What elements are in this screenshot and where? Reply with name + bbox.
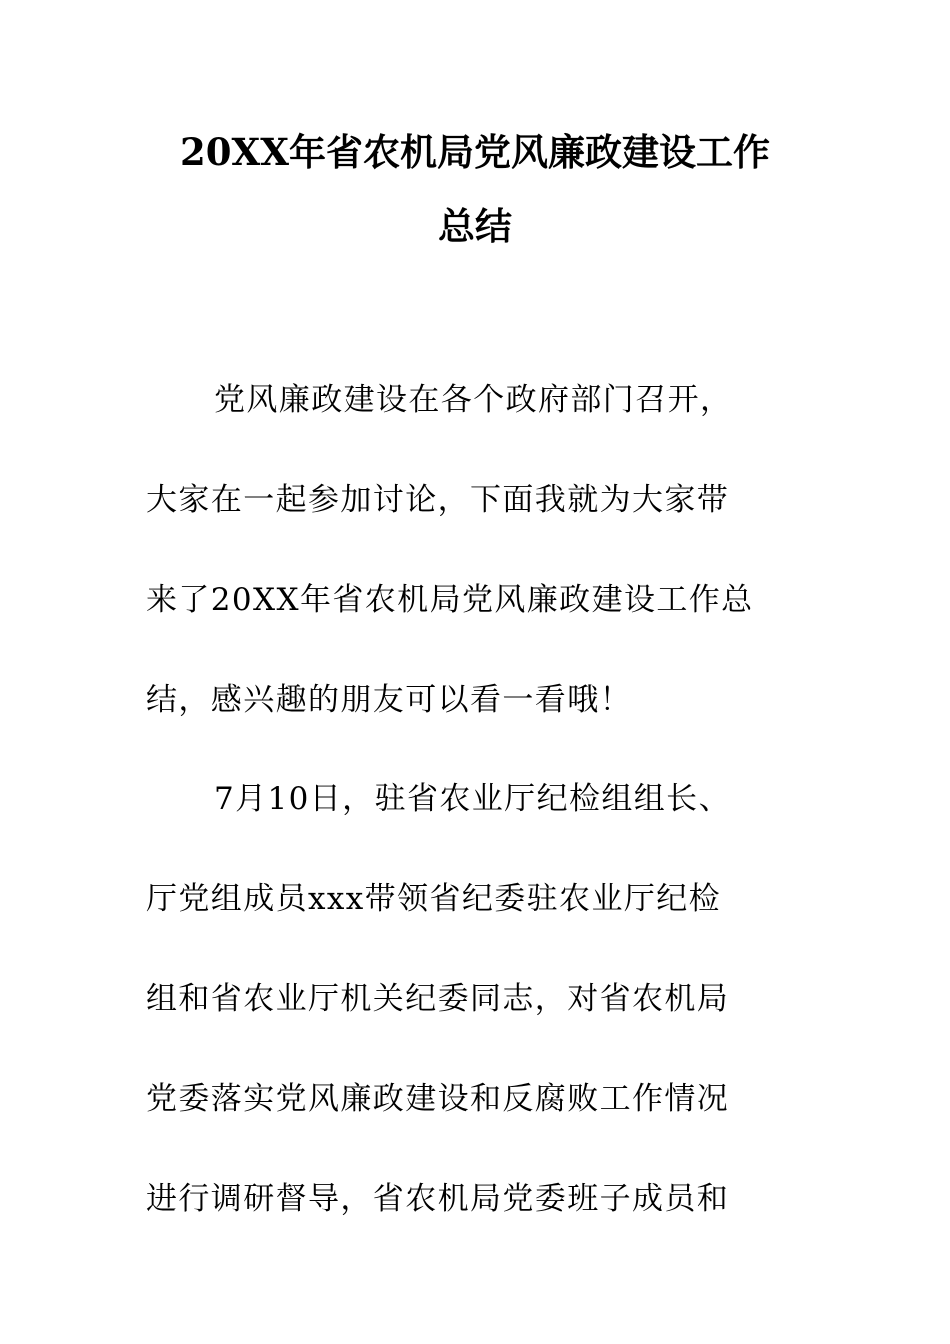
paragraph-line: 大家在一起参加讨论，下面我就为大家带 (146, 482, 730, 518)
paragraph-line: 结，感兴趣的朋友可以看一看哦！ (146, 682, 632, 718)
paragraph-line: 厅党组成员xxx带领省纪委驻农业厅纪检 (146, 881, 722, 917)
paragraph-line: 7月10日，驻省农业厅纪检组组长、 (214, 781, 731, 817)
document-title-line-1: 20XX年省农机局党风廉政建设工作 (180, 130, 770, 174)
paragraph-line: 党风廉政建设在各个政府部门召开， (214, 382, 733, 418)
document-title-line-2: 总结 (438, 204, 512, 248)
paragraph-line: 党委落实党风廉政建设和反腐败工作情况 (146, 1081, 730, 1117)
paragraph-line: 来了20XX年省农机局党风廉政建设工作总 (146, 582, 754, 618)
paragraph-line: 进行调研督导，省农机局党委班子成员和 (146, 1181, 730, 1217)
paragraph-line: 组和省农业厅机关纪委同志，对省农机局 (146, 981, 730, 1017)
